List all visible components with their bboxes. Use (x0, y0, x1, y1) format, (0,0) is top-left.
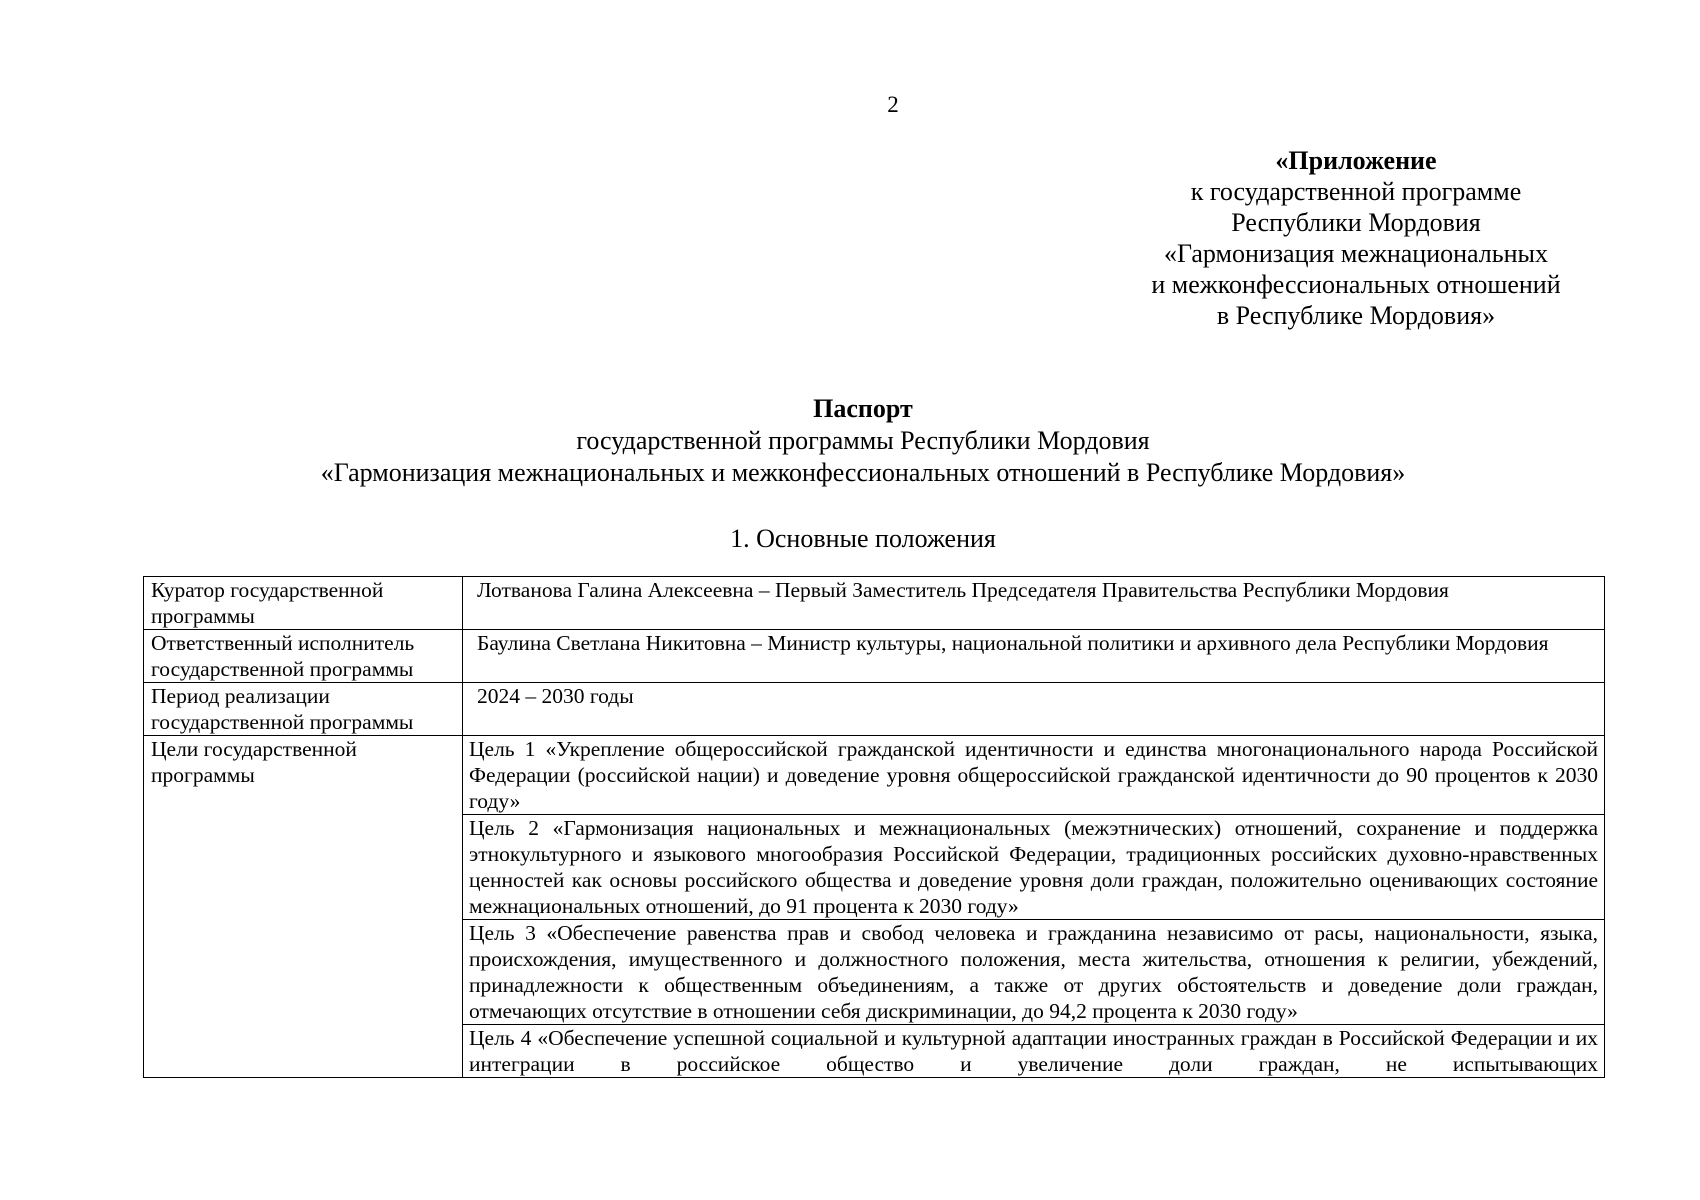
row-label: Цели государственной программы (144, 736, 463, 1078)
goal-item: Цель 1 «Укрепление общероссийской гражданской идентичности и единства многонационального народа Российской Федерации (российской нации) и доведение уровня общероссийской гражданской идентичности до 90 процентов к 2030 году» (463, 736, 1604, 815)
goals-cell (463, 736, 1605, 1078)
passport-heading (150, 393, 1576, 489)
table-row-goals (144, 736, 1605, 1078)
section-title: 1. Основные положения (730, 524, 996, 553)
row-value: Лотванова Галина Алексеевна – Первый Заместитель Председателя Правительства Республики Мордовия (463, 577, 1605, 630)
row-label: Ответственный исполнитель государственной программы (144, 630, 463, 683)
passport-subtitle: государственной программы Республики Мордовия (576, 426, 1150, 455)
goal-item: Цель 3 «Обеспечение равенства прав и свобод человека и гражданина независимо от расы, национальности, языка, происхождения, имущественного и должностного положения, места жительства, отношения к религии, убеждений, принадлежности к общественным объединениям, а также от других обстоятельств и доведение доли граждан, отмечающих отсутствие в отношении себя дискриминации, до 94,2 процента к 2030 году» (463, 920, 1604, 1025)
main-provisions-table (143, 576, 1605, 1078)
table-row (144, 630, 1605, 683)
goal-item: Цель 4 «Обеспечение успешной социальной и культурной адаптации иностранных граждан в Российской Федерации и их интеграции в российское общество и увеличение доли граждан, не испытывающих (469, 1026, 1598, 1076)
appendix-line: Республики Мордовия (1231, 208, 1481, 237)
table-row (144, 683, 1605, 736)
appendix-line: «Гармонизация межнациональных (1163, 239, 1549, 268)
table-row (144, 577, 1605, 630)
page-number: 2 (887, 92, 899, 117)
row-value: 2024 – 2030 годы (463, 683, 1605, 736)
appendix-line: в Республике Мордовия» (1216, 301, 1496, 330)
row-label: Куратор государственной программы (144, 577, 463, 630)
appendix-line: к государственной программе (1190, 177, 1522, 206)
row-label: Период реализации государственной программы (144, 683, 463, 736)
passport-title: Паспорт (813, 394, 913, 423)
appendix-header (1086, 145, 1626, 331)
passport-program-name: «Гармонизация межнациональных и межконфессиональных отношений в Республике Мордовия» (320, 458, 1406, 487)
goal-item: Цель 2 «Гармонизация национальных и межнациональных (межэтнических) отношений, сохранение и поддержка этнокультурного и языкового многообразия Российской Федерации, традиционных российских духовно-нравственных ценностей как основы российского общества и доведение уровня доли граждан, положительно оценивающих состояние межнациональных отношений, до 91 процента к 2030 году» (463, 815, 1604, 920)
appendix-line: и межконфессиональных отношений (1151, 270, 1561, 299)
row-value: Баулина Светлана Никитовна – Министр культуры, национальной политики и архивного дела Республики Мордовия (463, 630, 1605, 683)
appendix-title: «Приложение (1275, 146, 1437, 175)
